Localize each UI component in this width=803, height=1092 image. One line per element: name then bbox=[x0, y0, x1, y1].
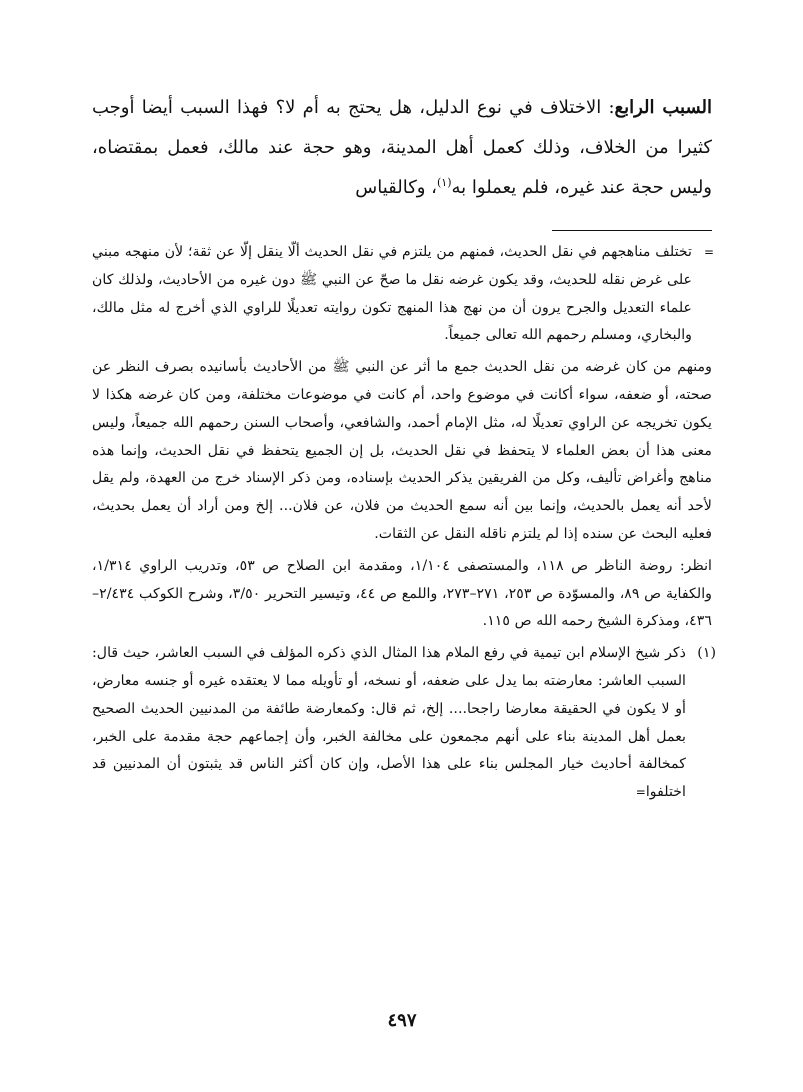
book-page bbox=[92, 88, 716, 1048]
continuation-mark: = bbox=[703, 245, 714, 259]
footnote-text: انظر: روضة الناظر ص ١١٨، والمستصفى ١/١٠٤، ومقدمة ابن الصلاح ص ٥٣، وتدريب الراوي ١/٣١٤، والكفاية ص ٨٩، والمسوّدة ص ٢٥٣، ٢٧١–٢٧٣، واللمع ص ٤٤، وتيسير التحرير ٣/٥٠، وشرح الكوكب ٢/٤٣٤–٤٣٦، ومذكرة الشيخ رحمه الله ص ١١٥. bbox=[92, 557, 712, 630]
footnote-text: ومنهم من كان غرضه من نقل الحديث جمع ما أثر عن النبي ﷺ من الأحاديث بأسانيده بصرف النظر عن صحته، أو ضعفه، سواء أكانت في موضوع واحد، أم كانت في موضوعات مختلفة، ومن كان غرضه هكذا لا يكون تخريجه عن الراوي تعديلًا له، مثل الإمام أحمد، والشافعي، وأصحاب السنن رحمهم الله جميعاً، وليس معنى هذا أن بعض العلماء لا يتحفظ في نقل الحديث، بل إن الجميع يتحفظ في نقل الحديث، وإنما هذه مناهج وأغراض تأليف، وكل من الفريقين يذكر الحديث بإسناده، ومن ذكر الإسناد خرج من العهدة، ولم يقل لأحد أنه يعمل بالحديث، وإنما بين أنه سمع الحديث من فلان، عن فلان... إلخ ومن أراد أن يعمل بحديث، فعليه البحث عن سنده إذا لم يلتزم ناقله النقل عن الثقات. bbox=[92, 359, 712, 542]
footnote-references-paragraph bbox=[92, 553, 712, 636]
continuation-trail-mark: = bbox=[635, 785, 646, 800]
main-paragraph bbox=[92, 88, 712, 208]
main-text-after-ref: ، وكالقياس bbox=[355, 177, 437, 198]
footnote-continued-paragraph-1 bbox=[92, 239, 712, 350]
footnote-1 bbox=[92, 640, 716, 807]
page-number: ٤٩٧ bbox=[387, 1010, 417, 1031]
footnotes-section bbox=[92, 239, 716, 807]
section-heading: السبب الرابع bbox=[614, 97, 712, 118]
footnote-number: (١) bbox=[697, 645, 716, 662]
footnote-text: تختلف مناهجهم في نقل الحديث، فمنهم من يلتزم في نقل الحديث ألّا ينقل إلّا عن ثقة؛ لأن منهجه مبني على غرض نقله للحديث، وقد يكون غرضه نقل ما صحّ عن النبي ﷺ دون غيره من الأحاديث، ولذلك كان علماء التعديل والجرح يرون أن من نهج هذا المنهج تكون روايته تعديلًا للراوي الذي أخرج له مثل مالك، والبخاري، ومسلم رحمهم الله تعالى جميعاً. bbox=[92, 244, 692, 344]
footnote-separator bbox=[552, 230, 712, 231]
footnote-text: ذكر شيخ الإسلام ابن تيمية في رفع الملام هذا المثال الذي ذكره المؤلف في السبب العاشر، حيث قال: السبب العاشر: معارضته بما يدل على ضعفه، أو نسخه، أو تأويله مما لا يعتقده غيره أو جنسه معارض، أو لا يكون في الحقيقة معارضا راجحا.... إلخ، ثم قال: وكمعارضة طائفة من المدنيين الحديث الصحيح بعمل أهل المدينة بناء على أنهم مجمعون على مخالفة الخبر، وأن إجماعهم حجة مقدمة على الخبر، كمخالفة أحاديث خيار المجلس بناء على هذا الأصل، وإن كان أكثر الناس قد يثبتون أن المدنيين قد اختلفوا bbox=[92, 645, 686, 801]
footnote-continued-paragraph-2 bbox=[92, 354, 712, 549]
main-text-before-ref: : الاختلاف في نوع الدليل، هل يحتج به أم لا؟ فهذا السبب أيضا أوجب كثيرا من الخلاف، وذلك كعمل أهل المدينة، وهو حجة عند مالك، فعمل بمقتضاه، وليس حجة عند غيره، فلم يعملوا به bbox=[92, 97, 712, 198]
footnote-reference: (١) bbox=[437, 176, 452, 189]
